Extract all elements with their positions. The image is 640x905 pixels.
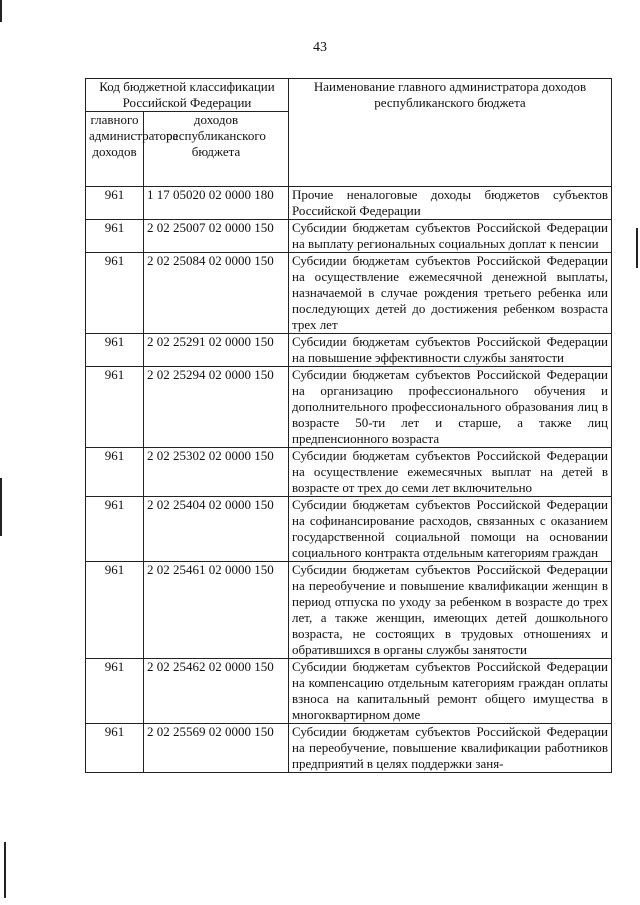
admin-code-cell: 961 xyxy=(86,448,144,497)
admin-code-cell: 961 xyxy=(86,253,144,334)
header-admin-code: главного администратора доходов xyxy=(86,112,144,187)
name-cell: Субсидии бюджетам субъектов Российской Федерации на осуществление ежемесячных выплат на детей в возрасте от трех до семи лет включительно xyxy=(289,448,612,497)
income-code-cell: 2 02 25302 02 0000 150 xyxy=(144,448,289,497)
admin-code-cell: 961 xyxy=(86,334,144,367)
header-income-code: доходов республиканского бюджета xyxy=(144,112,289,187)
name-cell: Субсидии бюджетам субъектов Российской Федерации на софинансирование расходов, связанных с оказанием государственной социальной помощи на основании социального контракта отдельным категориям граждан xyxy=(289,497,612,562)
income-code-cell: 2 02 25084 02 0000 150 xyxy=(144,253,289,334)
table-row xyxy=(86,367,612,448)
name-cell: Субсидии бюджетам субъектов Российской Федерации на повышение эффективности службы занятости xyxy=(289,334,612,367)
scan-edge-mark xyxy=(0,478,2,536)
income-code-cell: 2 02 25291 02 0000 150 xyxy=(144,334,289,367)
table-row xyxy=(86,334,612,367)
income-code-cell: 2 02 25404 02 0000 150 xyxy=(144,497,289,562)
income-code-cell: 1 17 05020 02 0000 180 xyxy=(144,187,289,220)
admin-code-cell: 961 xyxy=(86,367,144,448)
table-row xyxy=(86,659,612,724)
admin-code-cell: 961 xyxy=(86,659,144,724)
table-row xyxy=(86,187,612,220)
table-row xyxy=(86,220,612,253)
table-row xyxy=(86,448,612,497)
name-cell: Субсидии бюджетам субъектов Российской Федерации на осуществление ежемесячной денежной выплаты, назначаемой в случае рождения третьего ребенка или последующих детей до достижения ребенком возраста трех лет xyxy=(289,253,612,334)
name-cell: Субсидии бюджетам субъектов Российской Федерации на компенсацию отдельным категориям граждан оплаты взноса на капитальный ремонт общего имущества в многоквартирном доме xyxy=(289,659,612,724)
table-row xyxy=(86,562,612,659)
header-name: Наименование главного администратора доходов республиканского бюджета xyxy=(289,79,612,187)
admin-code-cell: 961 xyxy=(86,724,144,773)
income-code-cell: 2 02 25569 02 0000 150 xyxy=(144,724,289,773)
name-cell: Субсидии бюджетам субъектов Российской Федерации на выплату региональных социальных доплат к пенсии xyxy=(289,220,612,253)
scan-edge-mark xyxy=(0,0,2,22)
admin-code-cell: 961 xyxy=(86,497,144,562)
admin-code-cell: 961 xyxy=(86,220,144,253)
income-code-cell: 2 02 25462 02 0000 150 xyxy=(144,659,289,724)
income-code-cell: 2 02 25007 02 0000 150 xyxy=(144,220,289,253)
scan-edge-mark xyxy=(636,228,638,268)
income-code-cell: 2 02 25294 02 0000 150 xyxy=(144,367,289,448)
scan-edge-mark xyxy=(4,842,6,898)
name-cell: Субсидии бюджетам субъектов Российской Федерации на переобучение и повышение квалификации женщин в период отпуска по уходу за ребенком в возрасте до трех лет, а также женщин, имеющих детей дошкольного возраста, не состоящих в трудовых отношениях и обратившихся в органы службы занятости xyxy=(289,562,612,659)
table-row xyxy=(86,724,612,773)
admin-code-cell: 961 xyxy=(86,562,144,659)
income-code-cell: 2 02 25461 02 0000 150 xyxy=(144,562,289,659)
budget-classification-table xyxy=(85,78,612,773)
table-row xyxy=(86,497,612,562)
name-cell: Субсидии бюджетам субъектов Российской Федерации на переобучение, повышение квалификации работников предприятий в целях поддержки заня- xyxy=(289,724,612,773)
table-row xyxy=(86,253,612,334)
name-cell: Субсидии бюджетам субъектов Российской Федерации на организацию профессионального обучения и дополнительного профессионального образования лиц в возрасте 50-ти лет и старше, а также лиц предпенсионного возраста xyxy=(289,367,612,448)
name-cell: Прочие неналоговые доходы бюджетов субъектов Российской Федерации xyxy=(289,187,612,220)
page-number: 43 xyxy=(313,40,327,55)
admin-code-cell: 961 xyxy=(86,187,144,220)
header-code-group: Код бюджетной классификации Российской Федерации xyxy=(86,79,289,112)
